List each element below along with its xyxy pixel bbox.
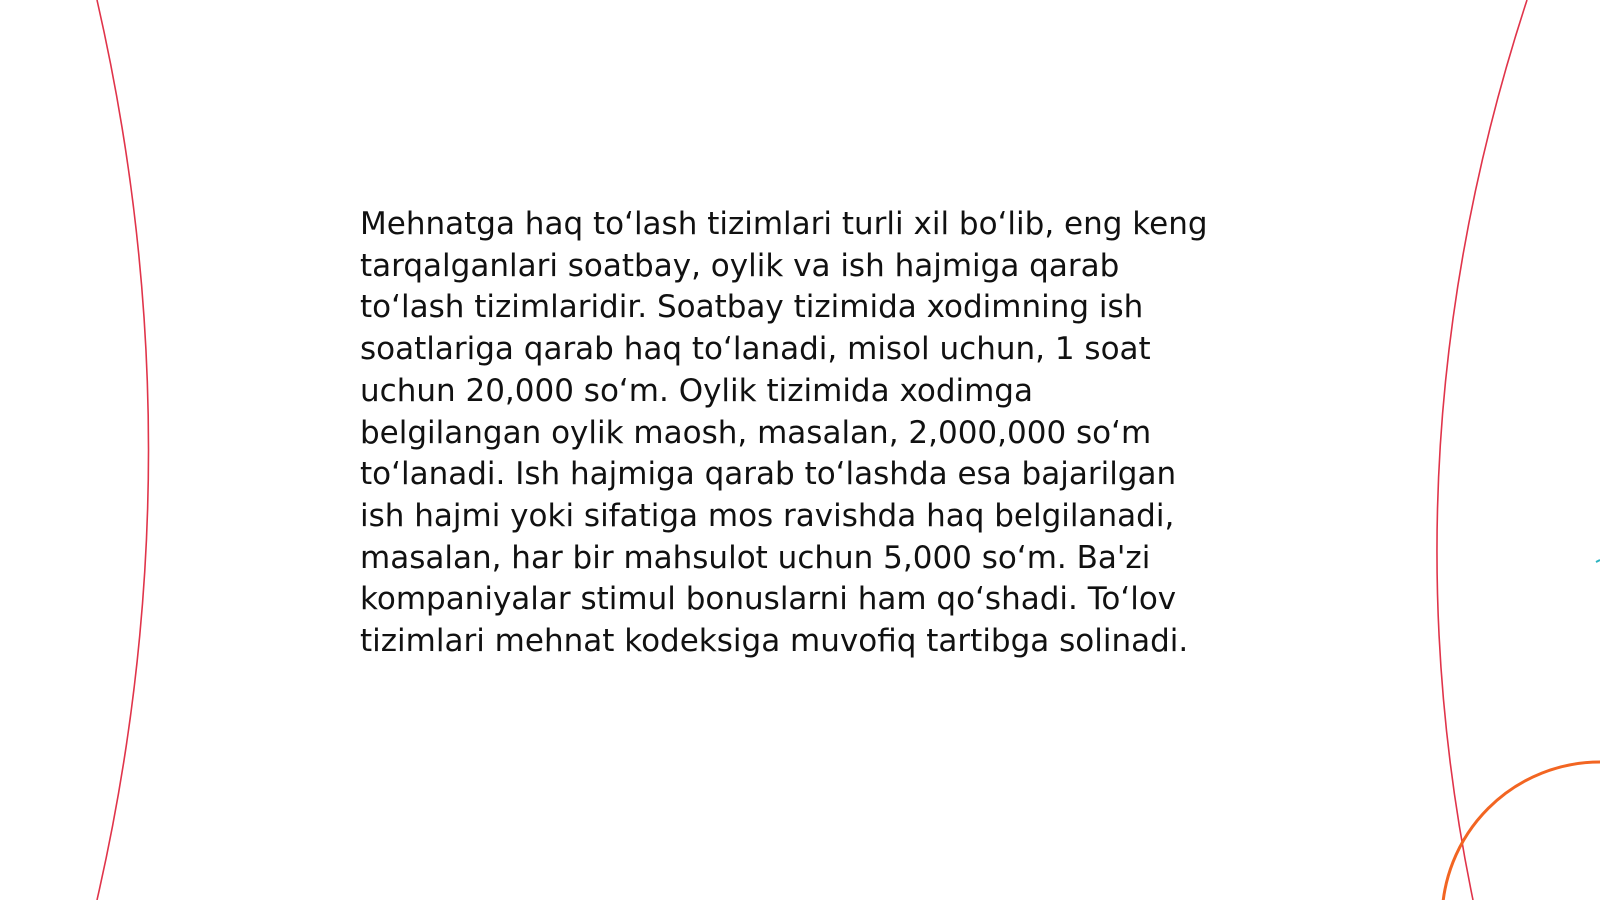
- left-arc-decoration: [97, 0, 149, 900]
- right-arc-decoration: [1437, 0, 1527, 900]
- body-text: Mehnatga haq to‘lash tizimlari turli xil bo‘lib, eng keng tarqalganlari soatbay, oylik va ish hajmiga qarab to‘lash tizimlaridir. Soatbay tizimida xodimning ish soatlariga qarab haq to‘lanadi, misol uchun, 1 soat uchun 20,000 so‘m. Oylik tizimida xodimga belgilangan oylik maosh, masalan, 2,000,000 so‘m to‘lanadi. Ish hajmiga qarab to‘lashda esa bajarilgan ish hajmi yoki sifatiga mos ravishda haq belgilanadi, masalan, har bir mahsulot uchun 5,000 so‘m. Ba'zi kompaniyalar stimul bonuslarni ham qo‘shadi. To‘lov tizimlari mehnat kodeksiga muvofiq tartibga solinadi.: [360, 206, 1208, 660]
- teal-accent-decoration: [1596, 560, 1600, 562]
- orange-ring-decoration: [1442, 762, 1600, 900]
